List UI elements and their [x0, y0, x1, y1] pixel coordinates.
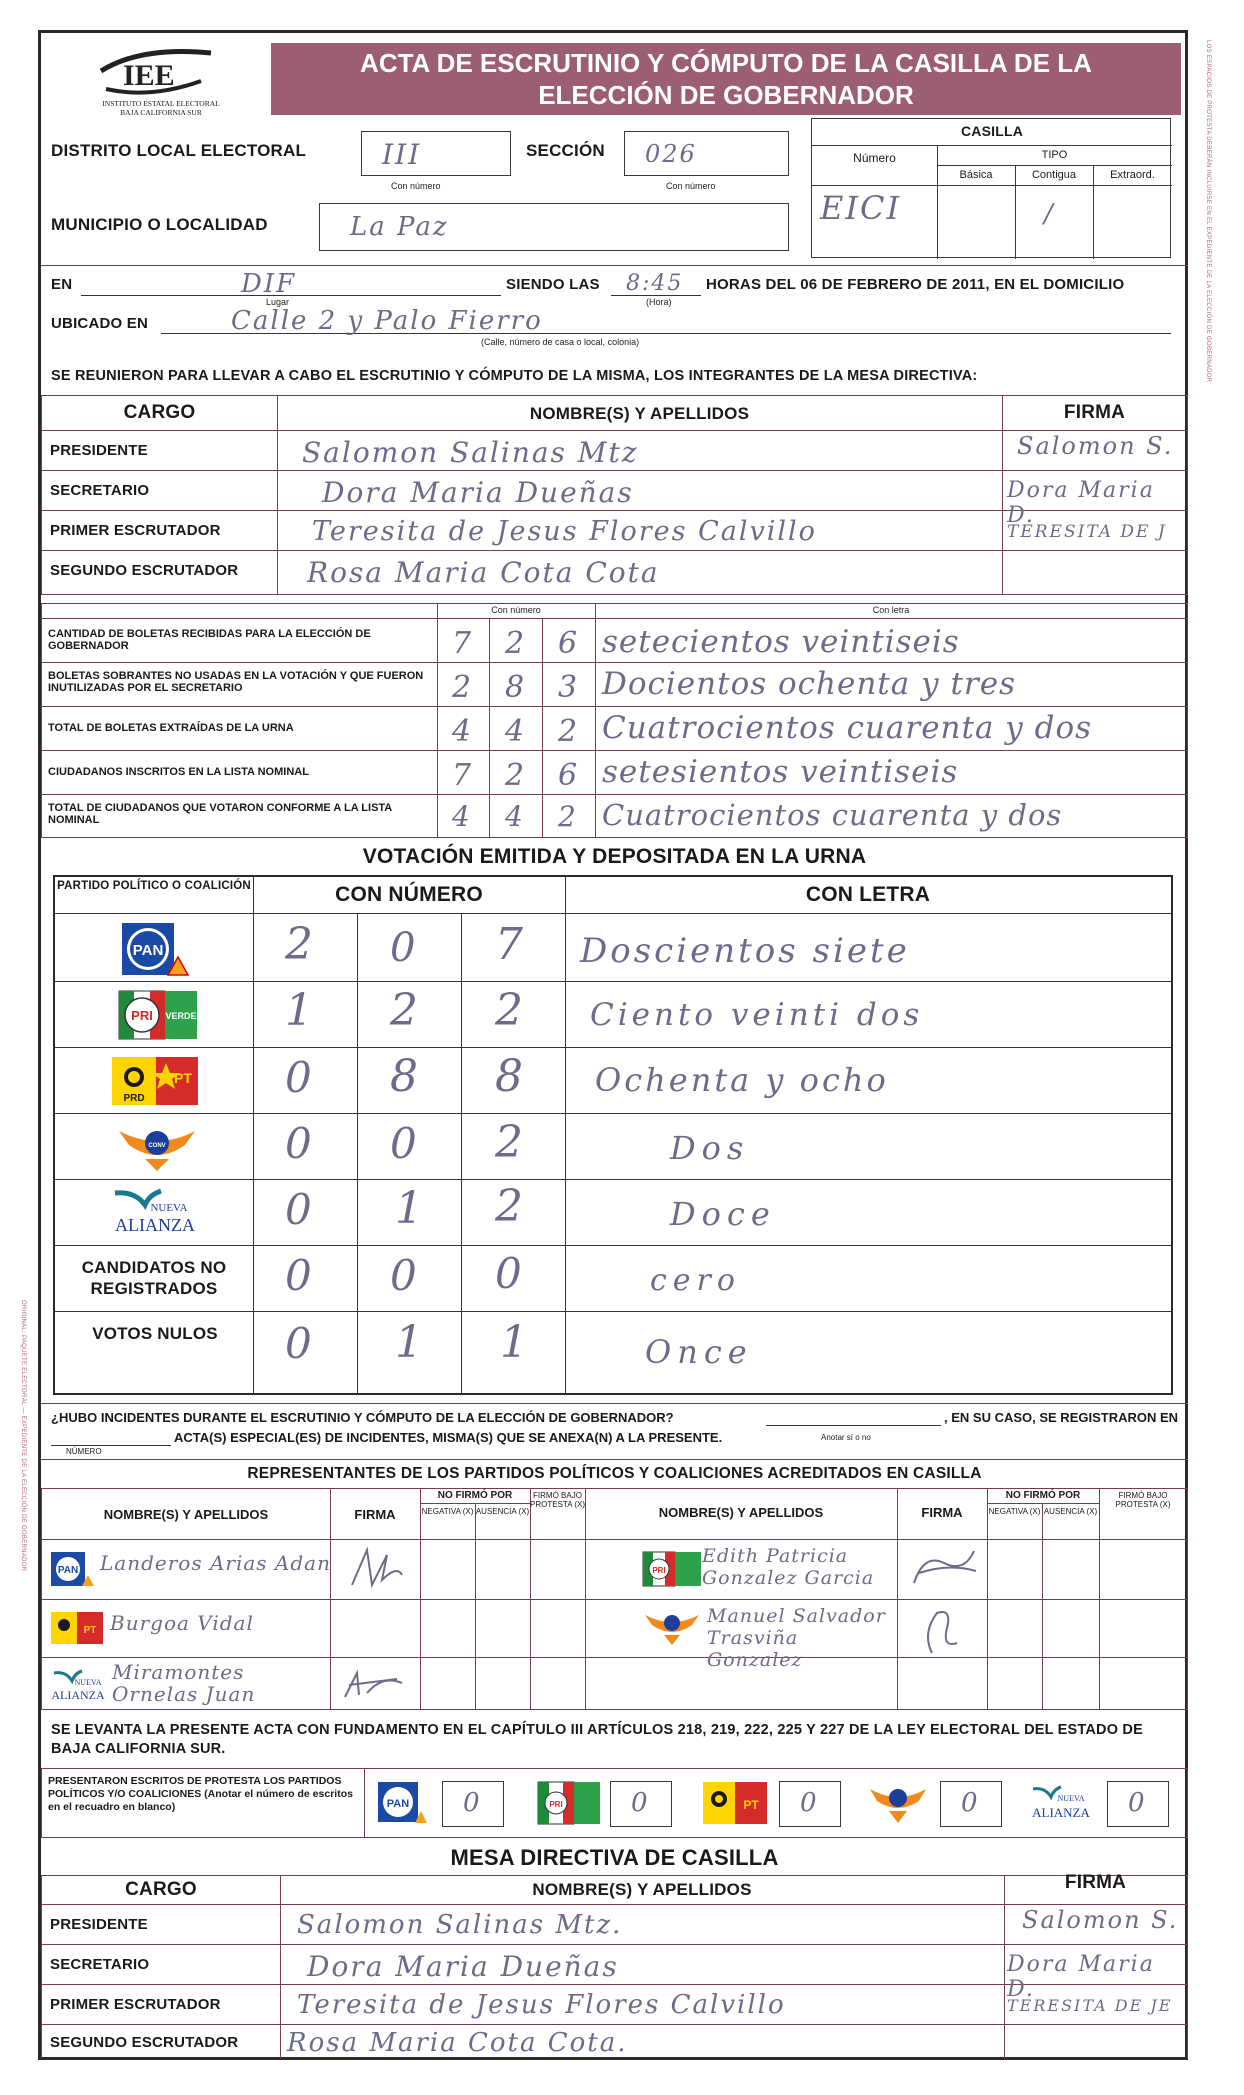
rep-pan-firma-icon [342, 1545, 412, 1595]
votacion-pri-d3: 2 [495, 985, 525, 1036]
prd-pt-logo-icon [110, 1055, 200, 1112]
incidentes-pregunta: ¿HUBO INCIDENTES DURANTE EL ESCRUTINIO Y CÓMPUTO DE LA ELECCIÓN DE GOBERNADOR? [51, 1410, 674, 1425]
votacion-prd-letra: Ochenta y ocho [595, 1061, 889, 1099]
acta-sheet [38, 30, 1188, 2060]
mesa-top-nombre-segundo-escrutador: Rosa Maria Cota Cota [307, 556, 660, 589]
protesta-pri-box[interactable] [610, 1781, 672, 1827]
boletas-numero-header: Con número [491, 605, 541, 615]
votacion-nueva-letra: Doce [670, 1195, 776, 1233]
nueva-alianza-logo-icon [105, 1185, 205, 1244]
boletas-recibidas-d3: 6 [558, 626, 580, 661]
boletas-recibidas-letra: setecientos veintiseis [602, 624, 960, 660]
mesa-directiva-bottom-table [41, 1872, 1188, 2058]
boletas-label-extraidas: TOTAL DE BOLETAS EXTRAÍDAS DE LA URNA [48, 722, 294, 734]
protesta-convergencia-box[interactable] [940, 1781, 1002, 1827]
votacion-pri-d1: 1 [285, 985, 315, 1036]
seccion-value: 026 [645, 140, 697, 168]
boletas-extraidas-d2: 4 [505, 714, 527, 749]
svg-text:CONV: CONV [148, 1143, 166, 1149]
mesa-top-firma-header: FIRMA [1063, 402, 1126, 423]
fundamento-text: SE LEVANTA LA PRESENTE ACTA CON FUNDAMENTO EN EL CAPÍTULO III ARTÍCULOS 218, 219, 222, 225 Y 227 DE LA LEY ELECTORAL DEL ESTADO DE BAJA CALIFORNIA SUR. [51, 1722, 1143, 1757]
rep-right-ausencia-header: AUSENCIA (X) [1043, 1507, 1098, 1516]
mesa-bottom-title: MESA DIRECTIVA DE CASILLA [450, 1845, 779, 1870]
svg-text:NUEVA: NUEVA [1057, 1794, 1085, 1803]
mesa-bottom-cargo-secretario: SECRETARIO [50, 1956, 150, 1973]
mesa-top-firma-primer-escrutador: TERESITA DE J [1007, 522, 1167, 542]
mesa-bottom-firma-presidente: Salomon S. [1022, 1906, 1179, 1934]
rep-left-nombre-header: NOMBRE(S) Y APELLIDOS [103, 1507, 269, 1522]
reunieron-text: SE REUNIERON PARA LLEVAR A CABO EL ESCRUTINIO Y CÓMPUTO DE LA MISMA, LOS INTEGRANTES DE LA MESA DIRECTIVA: [51, 368, 978, 384]
representantes-table [41, 1488, 1188, 1710]
boletas-inscritos-d3: 6 [558, 758, 580, 793]
protesta-label: PRESENTARON ESCRITOS DE PROTESTA LOS PARTIDOS POLÍTICOS Y/O COALICIONES (Anotar el número de escritos en el recuadro en blanco) [48, 1775, 353, 1813]
rep-left-firmo-header: FIRMÓ BAJO PROTESTA (X) [530, 1491, 585, 1509]
boletas-sobrantes-d3: 3 [558, 670, 580, 705]
svg-text:ALIANZA: ALIANZA [115, 1215, 195, 1235]
votacion-noreg-letra: cero [650, 1263, 741, 1298]
boletas-label-votaron: TOTAL DE CIUDADANOS QUE VOTARON CONFORME A LA LISTA NOMINAL [48, 802, 392, 826]
rep-pan-icon [50, 1551, 94, 1592]
rep-nueva-nombre: Miramontes Ornelas Juan [112, 1660, 256, 1706]
contigua-mark: / [1044, 199, 1055, 229]
votacion-pri-d2: 2 [390, 985, 420, 1036]
rep-convergencia-firma-icon [912, 1603, 972, 1657]
mesa-top-cargo-presidente: PRESIDENTE [50, 442, 148, 459]
extraord-label: Extraord. [1110, 169, 1155, 181]
representantes-title: REPRESENTANTES DE LOS PARTIDOS POLÍTICOS Y COALICIONES ACREDITADOS EN CASILLA [247, 1465, 982, 1482]
votacion-pri-letra: Ciento veinti dos [590, 997, 924, 1033]
votacion-pan-d2: 0 [390, 925, 418, 971]
domicilio-caption: (Calle, número de casa o local, colonia) [481, 337, 640, 347]
horas-del-text: HORAS DEL 06 DE FEBRERO DE 2011, EN EL DOMICILIO [706, 276, 1125, 293]
votacion-pan-letra: Doscientos siete [580, 931, 910, 971]
svg-text:PRI: PRI [652, 1566, 666, 1575]
casilla-label: CASILLA [960, 123, 1024, 139]
ubicado-en-label: UBICADO EN [51, 315, 149, 332]
incidentes-en-su-caso: , EN SU CASO, SE REGISTRARON EN [944, 1410, 1179, 1425]
mesa-top-nombre-secretario: Dora Maria Dueñas [322, 476, 634, 509]
mesa-top-cargo-primer-escrutador: PRIMER ESCRUTADOR [50, 522, 221, 539]
votacion-nueva-d3: 2 [495, 1181, 525, 1232]
logo-letters: IEE [123, 59, 175, 92]
mesa-top-cargo-segundo-escrutador: SEGUNDO ESCRUTADOR [50, 562, 239, 579]
iee-logo [81, 41, 241, 121]
rep-prd-pt-icon [50, 1611, 104, 1650]
rep-pri-pvem-icon [642, 1551, 702, 1592]
municipio-field[interactable] [319, 203, 789, 251]
mesa-top-nombre-header: NOMBRE(S) Y APELLIDOS [529, 404, 750, 423]
votacion-nulos-letra: Once [645, 1333, 753, 1371]
rep-right-firma-header: FIRMA [921, 1505, 963, 1520]
en-label: EN [51, 276, 73, 293]
seccion-label: SECCIÓN [526, 141, 605, 160]
rep-left-ausencia-header: AUSENCIA (X) [475, 1507, 530, 1516]
rep-left-firma-header: FIRMA [354, 1507, 396, 1522]
rep-convergencia-icon [642, 1607, 702, 1652]
votacion-noreg-d1: 0 [285, 1251, 314, 1300]
domicilio-value: Calle 2 y Palo Fierro [231, 306, 543, 336]
lugar-caption: Lugar [266, 297, 290, 307]
title-line-1: ACTA DE ESCRUTINIO Y CÓMPUTO DE LA CASILLA DE LA [360, 48, 1092, 78]
protesta-nueva-box[interactable] [1107, 1781, 1169, 1827]
casilla-box [811, 118, 1171, 258]
pri-pvem-logo-icon [117, 989, 199, 1046]
mesa-top-nombre-presidente: Salomon Salinas Mtz [302, 436, 639, 469]
mesa-bottom-nombre-header: NOMBRE(S) Y APELLIDOS [532, 1880, 752, 1899]
votacion-table [53, 875, 1173, 1395]
seccion-caption: Con número [666, 181, 716, 191]
mesa-bottom-cargo-segundo-escrutador: SEGUNDO ESCRUTADOR [50, 2034, 239, 2051]
hora-caption: (Hora) [646, 297, 672, 307]
mesa-top-firma-secretario: Dora Maria D. [1007, 478, 1155, 528]
incidentes-anotar-caption: Anotar sí o no [821, 1433, 871, 1442]
boletas-sobrantes-d1: 2 [452, 670, 474, 705]
boletas-recibidas-d1: 7 [452, 626, 474, 661]
incidentes-actas: ACTA(S) ESPECIAL(ES) DE INCIDENTES, MISMA(S) QUE SE ANEXA(N) A LA PRESENTE. [174, 1430, 723, 1445]
votacion-title: VOTACIÓN EMITIDA Y DEPOSITADA EN LA URNA [362, 845, 867, 868]
protesta-convergencia-value: 0 [961, 1788, 980, 1818]
boletas-label-recibidas: CANTIDAD DE BOLETAS RECIBIDAS PARA LA ELECCIÓN DE GOBERNADOR [48, 628, 371, 652]
votacion-partido-header: PARTIDO POLÍTICO O COALICIÓN [57, 880, 251, 892]
mesa-top-cargo-header: CARGO [123, 402, 196, 423]
distrito-value: III [382, 138, 422, 171]
svg-text:NUEVA: NUEVA [150, 1202, 188, 1214]
mesa-bottom-firma-header: FIRMA [1064, 1872, 1127, 1893]
votacion-noreg-d3: 0 [495, 1249, 524, 1298]
boletas-sobrantes-letra: Docientos ochenta y tres [602, 666, 1016, 702]
mesa-bottom-nombre-segundo-escrutador: Rosa Maria Cota Cota. [287, 2028, 628, 2058]
side-margin-text-right: LOS ESPACIOS DE PROTESTA DEBERÁN INCLUIRSE EN EL EXPEDIENTE DE LA ELECCIÓN DE GOBERNADOR [1205, 40, 1211, 383]
svg-text:PT: PT [83, 1625, 97, 1636]
convergencia-logo-icon [115, 1121, 199, 1178]
protesta-pri-value: 0 [631, 1788, 650, 1818]
svg-text:PRD: PRD [123, 1093, 145, 1104]
votacion-nulos-label: VOTOS NULOS [92, 1324, 218, 1343]
tipo-label: TIPO [1041, 149, 1068, 161]
boletas-inscritos-d2: 2 [505, 758, 527, 793]
mesa-bottom-nombre-secretario: Dora Maria Dueñas [307, 1950, 619, 1983]
boletas-label-sobrantes: BOLETAS SOBRANTES NO USADAS EN LA VOTACIÓN Y QUE FUERON INUTILIZADAS POR EL SECRETARIO [48, 670, 424, 694]
boletas-extraidas-letra: Cuatrocientos cuarenta y dos [602, 710, 1093, 746]
title-banner [271, 43, 1181, 115]
rep-prd-nombre: Burgoa Vidal [110, 1611, 254, 1635]
mesa-bottom-firma-primer-escrutador: TERESITA DE JE [1007, 1996, 1173, 2015]
votacion-conv-letra: Dos [670, 1129, 750, 1167]
protesta-pri-pvem-icon [537, 1781, 601, 1830]
boletas-votaron-letra: Cuatrocientos cuarenta y dos [602, 798, 1063, 832]
svg-text:ALIANZA: ALIANZA [1032, 1805, 1090, 1820]
casilla-numero-value: EICI [820, 189, 902, 227]
rep-right-negativa-header: NEGATIVA (X) [988, 1507, 1041, 1516]
protesta-convergencia-icon [867, 1781, 929, 1830]
votacion-noreg-d2: 0 [390, 1251, 419, 1300]
votacion-conv-d3: 2 [495, 1117, 525, 1168]
distrito-label: DISTRITO LOCAL ELECTORAL [51, 141, 307, 160]
incidentes-numero-caption: NÚMERO [66, 1447, 102, 1456]
distrito-field[interactable] [361, 131, 511, 176]
svg-text:PRI: PRI [131, 1008, 153, 1023]
svg-text:PAN: PAN [57, 1565, 79, 1576]
protesta-prd-box[interactable] [779, 1781, 841, 1827]
mesa-bottom-cargo-primer-escrutador: PRIMER ESCRUTADOR [50, 1996, 221, 2013]
lugar-value: DIF [241, 269, 297, 299]
title-line-2: ELECCIÓN DE GOBERNADOR [538, 80, 914, 110]
svg-text:ALIANZA: ALIANZA [51, 1688, 105, 1702]
svg-text:PT: PT [174, 1070, 192, 1086]
mesa-top-cargo-secretario: SECRETARIO [50, 482, 150, 499]
contigua-label: Contigua [1031, 169, 1077, 181]
mesa-directiva-top-table [41, 395, 1188, 595]
boletas-extraidas-d3: 2 [558, 714, 580, 749]
rep-pri-nombre: Edith Patricia Gonzalez Garcia [702, 1545, 875, 1589]
rep-nueva-firma-icon [337, 1665, 417, 1705]
mesa-bottom-firma-secretario: Dora Maria D. [1007, 1952, 1155, 2002]
svg-text:PAN: PAN [386, 1798, 410, 1810]
rep-right-firmo-header: FIRMÓ BAJO PROTESTA (X) [1115, 1491, 1171, 1509]
votacion-nueva-d1: 0 [285, 1185, 314, 1234]
votacion-conv-d1: 0 [285, 1119, 314, 1168]
votacion-prd-d3: 8 [495, 1051, 525, 1102]
protesta-pan-icon [377, 1781, 429, 1830]
protesta-prd-value: 0 [800, 1788, 819, 1818]
boletas-label-inscritos: CIUDADANOS INSCRITOS EN LA LISTA NOMINAL [48, 766, 309, 778]
rep-convergencia-nombre: Manuel Salvador Trasviña Gonzalez [707, 1605, 886, 1671]
mesa-top-firma-presidente: Salomon S. [1017, 432, 1174, 460]
boletas-extraidas-d1: 4 [452, 714, 474, 749]
boletas-letra-header: Con letra [872, 605, 910, 615]
votacion-nulos-d1: 0 [285, 1319, 314, 1368]
votacion-nulos-d2: 1 [395, 1317, 425, 1368]
votacion-pan-d3: 7 [495, 919, 525, 970]
mesa-bottom-nombre-presidente: Salomon Salinas Mtz. [297, 1910, 623, 1940]
boletas-inscritos-letra: setesientos veintiseis [602, 754, 959, 790]
rep-pan-nombre: Landeros Arias Adan [100, 1551, 331, 1575]
rep-left-nofirmo-header: NO FIRMÓ POR [437, 1490, 513, 1501]
boletas-recibidas-d2: 2 [505, 626, 527, 661]
iee-logo-mark [81, 41, 241, 101]
boletas-votaron-d3: 2 [558, 800, 578, 833]
mesa-bottom-cargo-presidente: PRESIDENTE [50, 1916, 148, 1933]
protesta-pan-value: 0 [463, 1788, 482, 1818]
mesa-bottom-nombre-primer-escrutador: Teresita de Jesus Flores Calvillo [297, 1990, 786, 2020]
rep-right-nombre-header: NOMBRE(S) Y APELLIDOS [658, 1505, 824, 1520]
svg-text:PRI: PRI [549, 1800, 563, 1809]
municipio-label: MUNICIPIO O LOCALIDAD [51, 215, 268, 234]
boletas-inscritos-d1: 7 [452, 758, 474, 793]
votacion-prd-d2: 8 [390, 1051, 420, 1102]
svg-text:PAN: PAN [132, 942, 164, 959]
hora-value: 8:45 [626, 271, 684, 296]
protesta-pan-box[interactable] [442, 1781, 504, 1827]
boletas-sobrantes-d2: 8 [505, 670, 527, 705]
boletas-table [41, 603, 1188, 838]
svg-text:VERDE: VERDE [165, 1011, 197, 1021]
boletas-votaron-d1: 4 [452, 800, 472, 833]
rep-nueva-alianza-icon [48, 1667, 112, 1710]
pan-logo-icon [120, 921, 190, 982]
protesta-row [41, 1768, 1188, 1838]
rep-left-negativa-header: NEGATIVA (X) [421, 1507, 474, 1516]
municipio-value: La Paz [350, 212, 449, 242]
distrito-caption: Con número [391, 181, 441, 191]
votacion-nueva-d2: 1 [395, 1183, 425, 1234]
institute-name: INSTITUTO ESTATAL ELECTORAL BAJA CALIFORNIA SUR [102, 99, 220, 117]
basica-label: Básica [959, 169, 993, 181]
boletas-votaron-d2: 4 [505, 800, 525, 833]
votacion-numero-header: CON NÚMERO [335, 883, 483, 906]
protesta-nueva-value: 0 [1128, 1788, 1147, 1818]
rep-pri-firma-icon [904, 1543, 984, 1597]
votacion-no-registrados-label: CANDIDATOS NO REGISTRADOS [81, 1258, 227, 1298]
protesta-nueva-alianza-icon [1027, 1783, 1097, 1828]
mesa-top-nombre-primer-escrutador: Teresita de Jesus Flores Calvillo [312, 516, 817, 547]
mesa-bottom-cargo-header: CARGO [125, 1879, 197, 1900]
svg-text:NUEVA: NUEVA [74, 1678, 102, 1687]
seccion-field[interactable] [624, 131, 789, 176]
rep-right-nofirmo-header: NO FIRMÓ POR [1005, 1490, 1081, 1501]
svg-text:PT: PT [743, 1798, 759, 1812]
siendo-las-label: SIENDO LAS [506, 276, 600, 293]
votacion-conv-d2: 0 [390, 1119, 419, 1168]
side-margin-text-left: ORIGINAL: PAQUETE ELECTORAL — EXPEDIENTE DE LA ELECCIÓN DE GOBERNADOR [20, 1300, 26, 1572]
votacion-prd-d1: 0 [285, 1053, 314, 1102]
votacion-letra-header: CON LETRA [805, 883, 931, 906]
protesta-prd-pt-icon [702, 1781, 768, 1830]
votacion-nulos-d3: 1 [500, 1317, 530, 1368]
numero-label: Número [853, 151, 896, 165]
votacion-pan-d1: 2 [285, 919, 315, 970]
